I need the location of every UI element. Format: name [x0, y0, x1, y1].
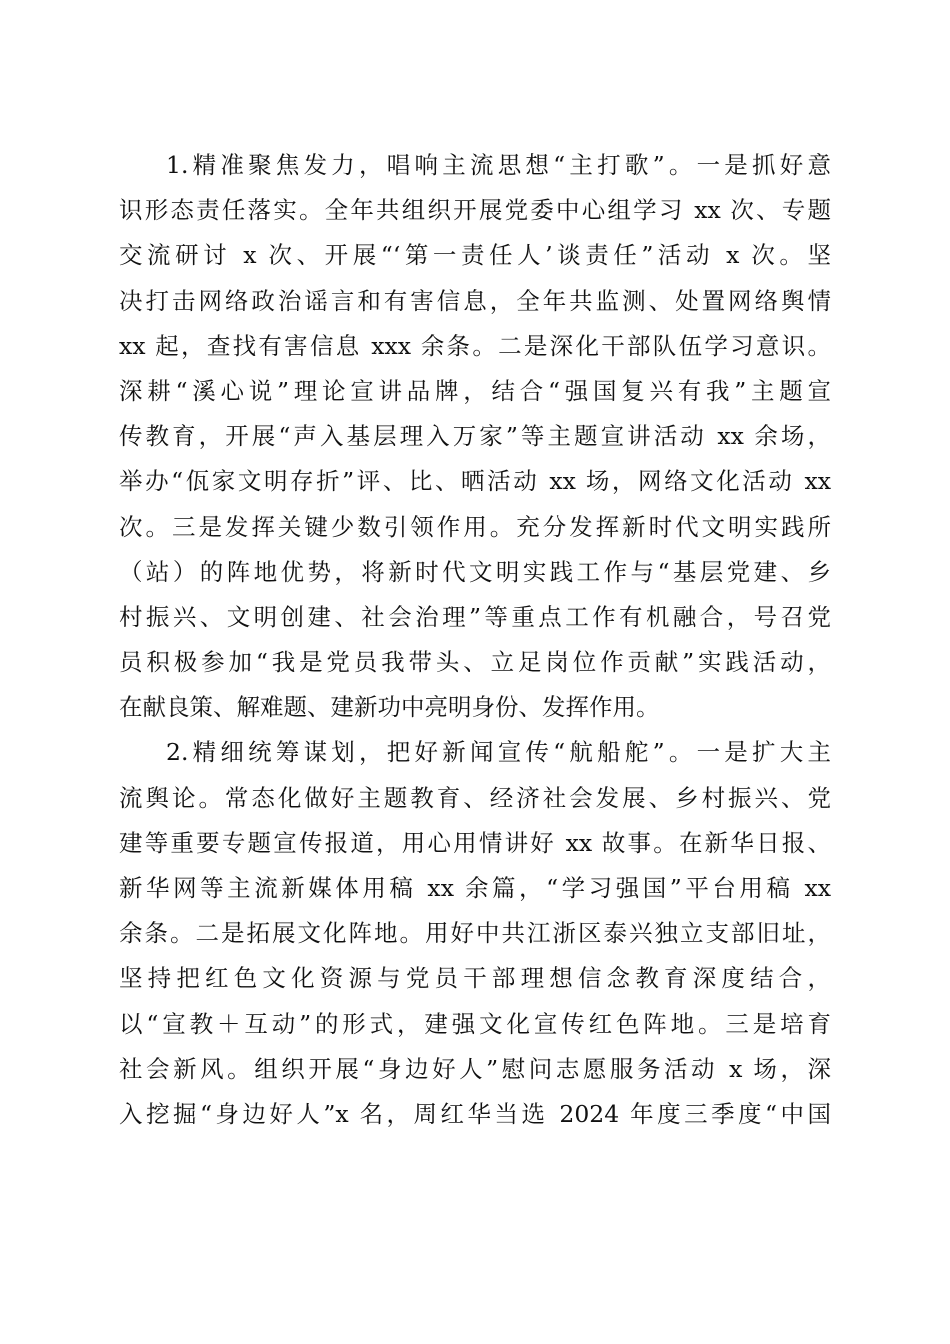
- paragraph-1: [119, 143, 831, 730]
- text-line: 余条。二是拓展文化阵地。用好中共江浙区泰兴独立支部旧址，: [119, 919, 831, 948]
- text-line: 次。三是发挥关键少数引领作用。充分发挥新时代文明实践所: [119, 512, 831, 541]
- text-line: 流舆论。常态化做好主题教育、经济社会发展、乡村振兴、党: [119, 783, 831, 812]
- text-line: 在献良策、解难题、建新功中亮明身份、发挥作用。: [119, 693, 660, 722]
- paragraph-2: [119, 730, 831, 1137]
- text-line: 村振兴、文明创建、社会治理”等重点工作有机融合，号召党: [119, 602, 831, 631]
- text-line: 举办“佤家文明存折”评、比、晒活动 xx 场，网络文化活动 xx: [119, 467, 831, 496]
- text-line: 员积极参加“我是党员我带头、立足岗位作贡献”实践活动，: [119, 648, 831, 677]
- text-line: （站）的阵地优势，将新时代文明实践工作与“基层党建、乡: [119, 557, 831, 586]
- text-line: 深耕“溪心说”理论宣讲品牌，结合“强国复兴有我”主题宣: [119, 376, 831, 405]
- text-line: 决打击网络政治谣言和有害信息，全年共监测、处置网络舆情: [119, 286, 831, 315]
- text-line: 坚持把红色文化资源与党员干部理想信念教育深度结合，: [119, 964, 831, 993]
- text-line: xx 起，查找有害信息 xxx 余条。二是深化干部队伍学习意识。: [119, 331, 831, 360]
- text-line: 识形态责任落实。全年共组织开展党委中心组学习 xx 次、专题: [119, 196, 831, 225]
- body-text: [119, 143, 831, 1137]
- text-line: 建等重要专题宣传报道，用心用情讲好 xx 故事。在新华日报、: [119, 828, 831, 857]
- text-line: 2.精细统筹谋划，把好新闻宣传“航船舵”。一是扩大主: [166, 738, 831, 767]
- text-line: 交流研讨 x 次、开展“‘第一责任人’谈责任”活动 x 次。坚: [119, 241, 831, 270]
- text-line: 新华网等主流新媒体用稿 xx 余篇，“学习强国”平台用稿 xx: [119, 874, 831, 902]
- text-line: 社会新风。组织开展“身边好人”慰问志愿服务活动 x 场，深: [119, 1054, 831, 1083]
- text-line: 传教育，开展“声入基层理入万家”等主题宣讲活动 xx 余场，: [119, 422, 831, 451]
- text-line: 以“宣教＋互动”的形式，建强文化宣传红色阵地。三是培育: [119, 1009, 831, 1038]
- text-line: 入挖掘“身边好人”x 名，周红华当选 2024 年度三季度“中国: [119, 1099, 831, 1128]
- text-line: 1.精准聚焦发力，唱响主流思想“主打歌”。一是抓好意: [166, 151, 831, 179]
